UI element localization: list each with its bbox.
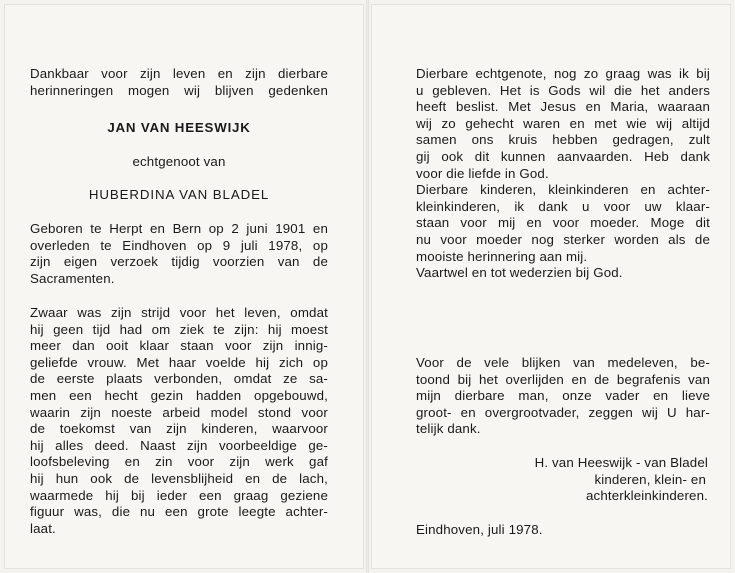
farewell-line: Vaartwel en tot wederzien bij God. (416, 265, 623, 281)
thanks-line: toond bij het overlijden en de begrafenis van (416, 371, 710, 387)
farewell-line: nu voor moeder nog sterker worden als de (416, 231, 710, 247)
card-fold (366, 0, 369, 573)
life-line: Zwaar was zijn strijd voor het leven, omdat (30, 305, 328, 320)
farewell-line: Dierbare echtgenote, nog zo graag was ik bij (416, 66, 710, 81)
birth-line: Geboren te Herpt en Bern op 2 juni 1901 en (30, 221, 328, 236)
intro-line: herinneringen mogen wij blijven gedenken (30, 82, 328, 98)
farewell-line: kleinkinderen, ik dank u voor uw klaar- (416, 198, 710, 214)
birth-line: zijn eigen verzoek tijdig voorzien van de (30, 254, 328, 270)
farewell-paragraph (416, 66, 710, 282)
intro-paragraph (30, 66, 328, 99)
thanks-paragraph (416, 355, 710, 438)
intro-line: Dankbaar voor zijn leven en zijn dierbare (30, 66, 328, 81)
spouse-name: HUBERDINA VAN BLADEL (88, 187, 270, 202)
deceased-name: JAN VAN HEESWIJK (107, 120, 251, 135)
life-line: waarin zijn noeste arbeid model stond voor (30, 404, 328, 420)
farewell-line: voor die liefde in God. (416, 165, 549, 181)
birth-death-paragraph (30, 221, 328, 287)
signature-block (416, 455, 708, 505)
farewell-line: mooiste herinnering aan mij. (416, 248, 588, 264)
place-date: Eindhoven, juli 1978. (416, 522, 543, 537)
thanks-line: mijn dierbare man, onze vader en lieve (416, 388, 710, 404)
farewell-line: samen ons kruis hebben gedragen, zult (416, 132, 710, 148)
thanks-line: telijk dank. (416, 421, 481, 437)
thanks-line: Voor de vele blijken van medeleven, be- (416, 355, 710, 370)
life-line: hij geen tijd had om ziek te zijn: hij moest (30, 321, 328, 337)
life-line: meer dan ooit klaar staan voor zijn innig- (30, 338, 328, 354)
life-line: hij alles deed. Naast zijn voorbeeldige ge- (30, 437, 328, 453)
life-line: loofsbeleving en zin voor zijn werk gaf (30, 454, 328, 470)
life-line: men een hecht gezin hadden opgebouwd, (30, 387, 328, 403)
birth-line: Sacramenten. (30, 270, 115, 286)
life-line: laat. (30, 520, 56, 536)
life-line: de eerste plaats verbonden, omdat ze sa- (30, 371, 328, 387)
life-line: hij hun ook de levensblijheid en de lach, (30, 470, 328, 486)
thanks-line: groot- en overgrootvader, zeggen wij U har- (416, 404, 710, 420)
life-line: figuur was, die nu een grote leegte achter- (30, 504, 328, 520)
birth-line: overleden te Eindhoven op 9 juli 1978, op (30, 237, 328, 253)
signature-line: achterkleinkinderen. (585, 488, 708, 504)
signature-line: H. van Heeswijk - van Bladel (534, 455, 708, 470)
farewell-line: wij zo gehecht waren en met wie wij altijd (416, 115, 710, 131)
life-paragraph (30, 305, 328, 537)
farewell-line: gij ook dit kunnen aanvaarden. Heb dank (416, 148, 710, 164)
farewell-line: heeft beslist. Met Jesus en Maria, waaraan (416, 99, 710, 115)
life-line: de toekomst van zijn kinderen, waarvoor (30, 421, 328, 437)
farewell-line: u gebleven. Het is Gods wil die het anders (416, 82, 710, 98)
life-line: waarmede hij bij ieder een graag geziene (30, 487, 328, 503)
farewell-line: staan voor mij en voor moeder. Moge dit (416, 215, 710, 231)
signature-line: kinderen, klein- en (594, 471, 706, 487)
life-line: geliefde vrouw. Met haar voelde hij zich op (30, 354, 328, 370)
farewell-line: Dierbare kinderen, kleinkinderen en achter- (416, 182, 710, 198)
relation-label: echtgenoot van (132, 154, 226, 169)
